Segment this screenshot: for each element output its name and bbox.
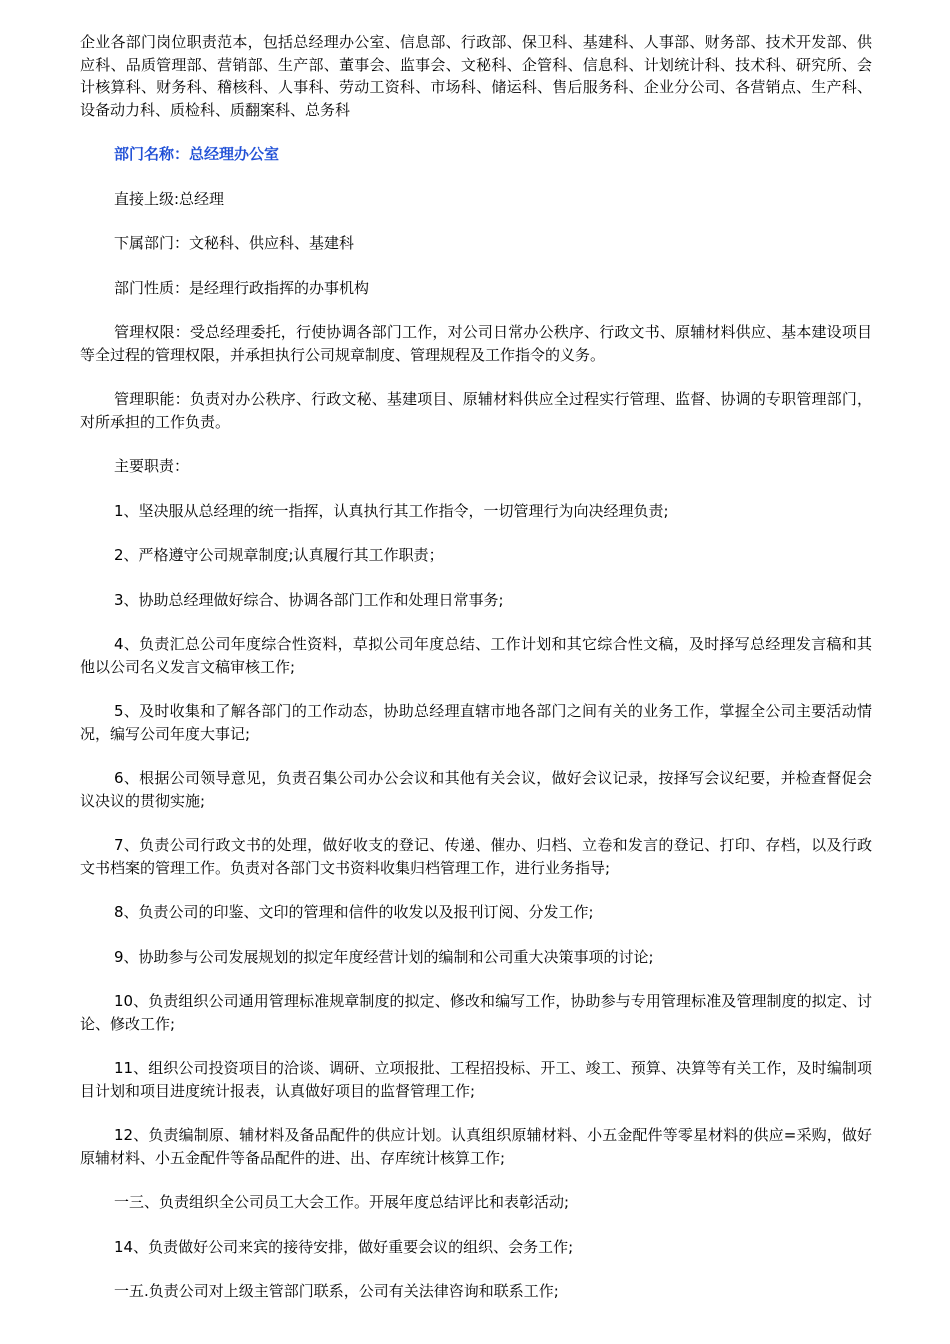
duty-item: 11、组织公司投资项目的洽谈、调研、立项报批、工程招投标、开工、竣工、预算、决算等有关工作，及时编制项目计划和项目进度统计报表，认真做好项目的监督管理工作;	[80, 1059, 872, 1100]
duty-item: 8、负责公司的印鉴、文印的管理和信件的收发以及报刊订阅、分发工作;	[114, 903, 594, 921]
intro-paragraph: 企业各部门岗位职责范本，包括总经理办公室、信息部、行政部、保卫科、基建科、人事部、财务部、技术开发部、供应科、品质管理部、营销部、生产部、董事会、监事会、文秘科、企管科、信息科、计划统计科、技术科、研究所、会计核算科、财务科、稽核科、人事科、劳动工资科、市场科、储运科、售后服务科、企业分公司、各营销点、生产科、设备动力科、质检科、质翻案科、总务科	[80, 33, 872, 119]
duty-item: 5、及时收集和了解各部门的工作动态，协助总经理直辖市地各部门之间有关的业务工作，掌握全公司主要活动情况，编写公司年度大事记;	[80, 702, 872, 743]
duty-item: 6、根据公司领导意见，负责召集公司办公会议和其他有关会议，做好会议记录，按择写会议纪要，并检查督促会议决议的贯彻实施;	[80, 769, 872, 810]
duty-item: 10、负责组织公司通用管理标准规章制度的拟定、修改和编写工作，协助参与专用管理标准及管理制度的拟定、讨论、修改工作;	[80, 992, 872, 1033]
duty-item: 3、协助总经理做好综合、协调各部门工作和处理日常事务;	[114, 590, 504, 609]
duty-item: 9、协助参与公司发展规划的拟定年度经营计划的编制和公司重大决策事项的讨论;	[114, 947, 654, 966]
department-heading: 部门名称：总经理办公室	[114, 145, 280, 163]
superior-line: 直接上级:总经理	[114, 189, 225, 208]
duty-item: 12、负责编制原、辅材料及备品配件的供应计划。认真组织原辅材料、小五金配件等零星材料的供应=采购，做好原辅材料、小五金配件等备品配件的进、出、存库统计核算工作;	[80, 1126, 872, 1167]
duty-item: 4、负责汇总公司年度综合性资料，草拟公司年度总结、工作计划和其它综合性文稿，及时择写总经理发言稿和其他以公司名义发言文稿审核工作;	[80, 635, 872, 676]
subordinates-line: 下属部门：文秘科、供应科、基建科	[114, 234, 355, 252]
duty-item: 一三、负责组织全公司员工大会工作。开展年度总结评比和表彰活动;	[114, 1193, 570, 1211]
duty-item: 一五.负责公司对上级主管部门联系，公司有关法律咨询和联系工作;	[114, 1282, 559, 1300]
authority-paragraph: 管理权限：受总经理委托，行使协调各部门工作，对公司日常办公秩序、行政文书、原辅材料供应、基本建设项目等全过程的管理权限，并承担执行公司规章制度、管理规程及工作指令的义务。	[80, 323, 872, 364]
duty-item: 1、坚决服从总经理的统一指挥，认真执行其工作指令，一切管理行为向决经理负责;	[114, 501, 669, 520]
function-paragraph: 管理职能：负责对办公秩序、行政文秘、基建项目、原辅材料供应全过程实行管理、监督、协调的专职管理部门，对所承担的工作负责。	[80, 390, 872, 431]
duty-item: 14、负责做好公司来宾的接待安排，做好重要会议的组织、会务工作;	[114, 1237, 574, 1256]
document-page	[80, 31, 872, 1325]
duty-item: 7、负责公司行政文书的处理，做好收支的登记、传递、催办、归档、立卷和发言的登记、打印、存档，以及行政文书档案的管理工作。负责对各部门文书资料收集归档管理工作，进行业务指导;	[80, 836, 872, 877]
nature-line: 部门性质：是经理行政指挥的办事机构	[114, 278, 370, 297]
duty-item: 2、严格遵守公司规章制度;认真履行其工作职责；	[114, 546, 444, 564]
duties-title: 主要职责：	[114, 457, 190, 475]
